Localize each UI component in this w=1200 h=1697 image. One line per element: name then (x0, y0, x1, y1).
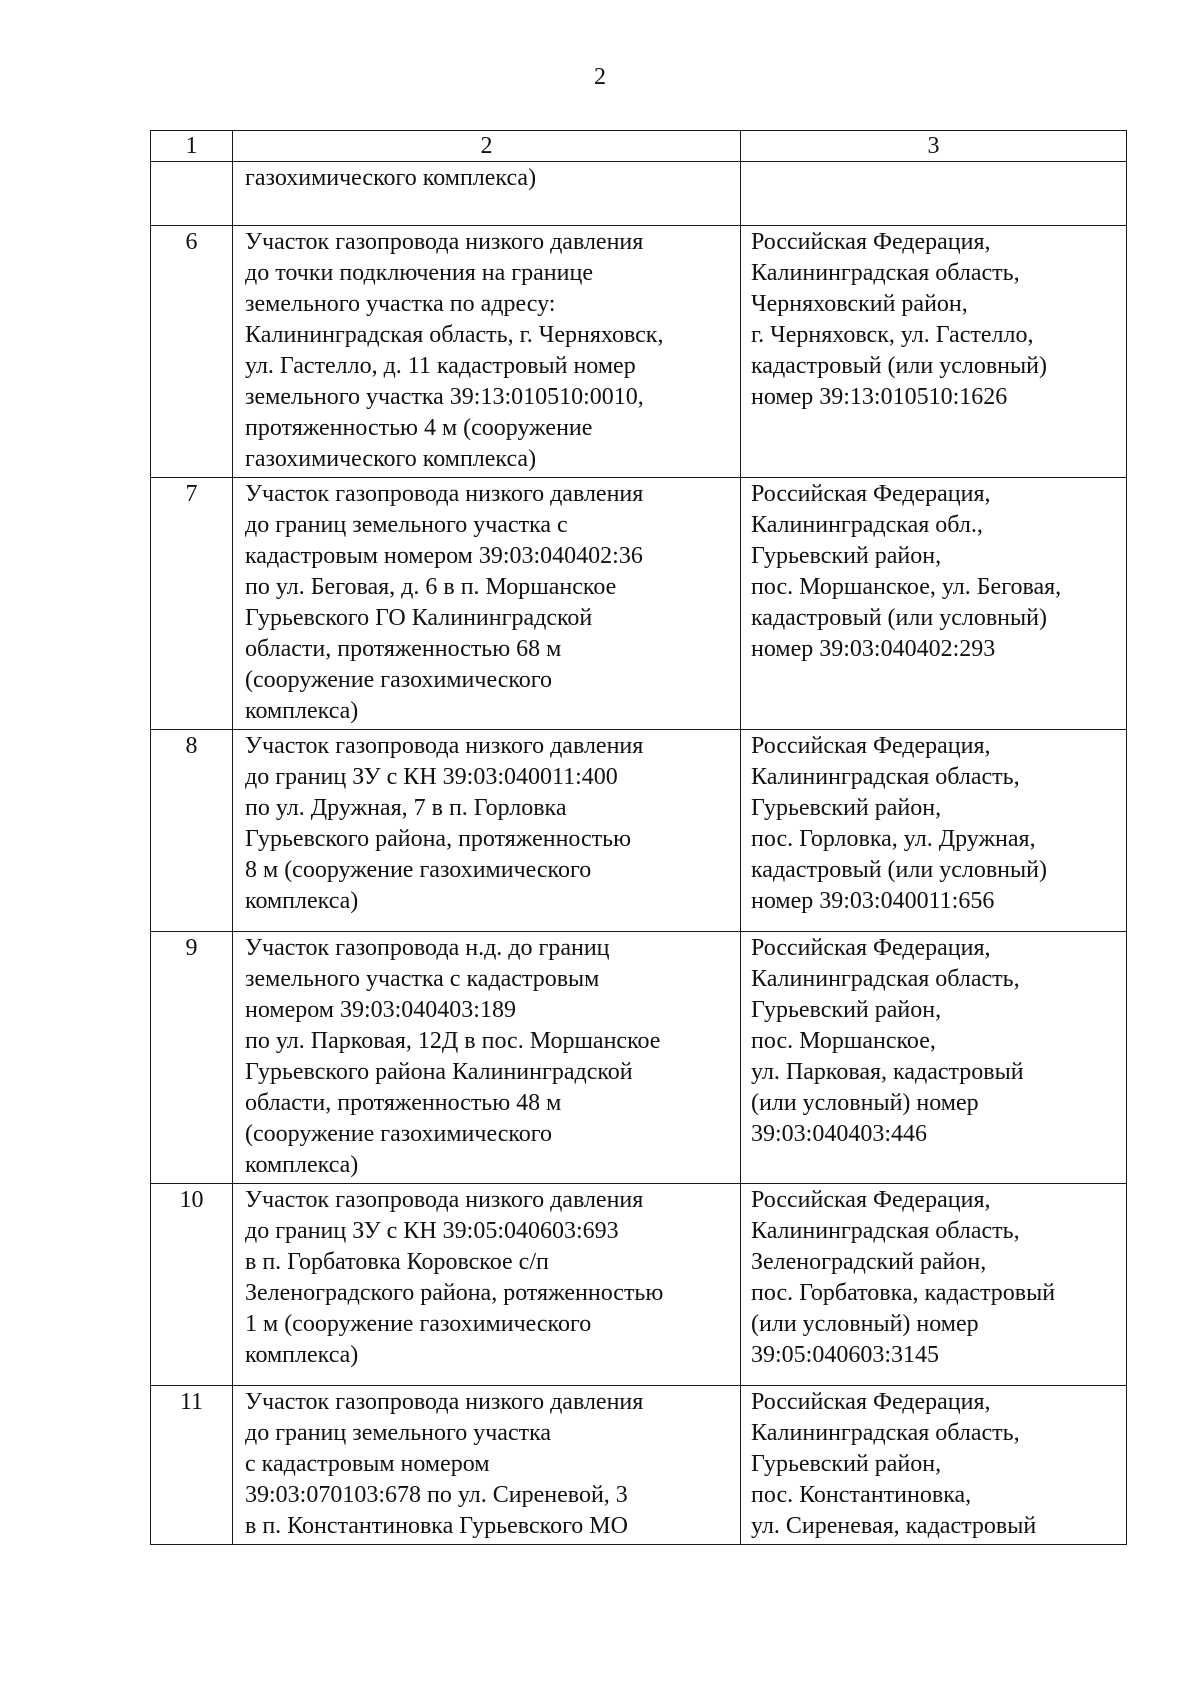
row-number: 6 (151, 226, 233, 478)
description-line: до границ земельного участка (245, 1420, 552, 1446)
table-body (151, 131, 1127, 1545)
description-line: Зеленоградского района, ротяженностью (245, 1280, 664, 1306)
description-line: комплекса) (245, 888, 359, 914)
table-row (151, 478, 1127, 730)
description-line: земельного участка по адресу: (245, 291, 556, 317)
description-line: Гурьевского ГО Калининградской (245, 605, 593, 631)
address-line: кадастровый (или условный) (751, 353, 1047, 379)
description-line: области, протяженностью 48 м (245, 1090, 562, 1116)
description-line: до границ ЗУ с КН 39:05:040603:693 (245, 1218, 619, 1244)
description-line: Участок газопровода низкого давления (245, 229, 644, 255)
description-line: с кадастровым номером (245, 1451, 490, 1477)
address-line: пос. Моршанское, (751, 1028, 936, 1054)
address-line: Калининградская область, (751, 966, 1020, 992)
table-row (151, 226, 1127, 478)
object-description-cell (233, 932, 741, 1184)
description-line: Гурьевского района Калининградской (245, 1059, 633, 1085)
description-line: комплекса) (245, 698, 359, 724)
description-line: в п. Константиновка Гурьевского МО (245, 1513, 628, 1539)
address-line: (или условный) номер (751, 1311, 979, 1337)
address-line: Калининградская обл., (751, 512, 983, 538)
column-number-2: 2 (233, 131, 741, 162)
address-line: Гурьевский район, (751, 997, 942, 1023)
description-line: кадастровым номером 39:03:040402:36 (245, 543, 643, 569)
description-line: до точки подключения на границе (245, 260, 593, 286)
address-line: Гурьевский район, (751, 543, 942, 569)
description-line: по ул. Парковая, 12Д в пос. Моршанское (245, 1028, 661, 1054)
description-line: 8 м (сооружение газохимического (245, 857, 592, 883)
row-number: 10 (151, 1184, 233, 1386)
table-row (151, 932, 1127, 1184)
address-line: Российская Федерация, (751, 481, 991, 507)
description-line: Участок газопровода низкого давления (245, 733, 644, 759)
object-description-cell (233, 730, 741, 932)
row-number: 8 (151, 730, 233, 932)
address-line: Российская Федерация, (751, 1389, 991, 1415)
address-line: Калининградская область, (751, 1420, 1020, 1446)
page-number: 2 (594, 64, 606, 90)
address-line: номер 39:03:040402:293 (751, 636, 996, 662)
address-line: кадастровый (или условный) (751, 857, 1047, 883)
address-line: номер 39:13:010510:1626 (751, 384, 1008, 410)
description-line: 1 м (сооружение газохимического (245, 1311, 592, 1337)
address-line: Российская Федерация, (751, 935, 991, 961)
address-line: Калининградская область, (751, 260, 1020, 286)
address-line: кадастровый (или условный) (751, 605, 1047, 631)
row-number: 7 (151, 478, 233, 730)
column-number-3: 3 (741, 131, 1127, 162)
address-line: ул. Парковая, кадастровый (751, 1059, 1024, 1085)
description-line: номером 39:03:040403:189 (245, 997, 516, 1023)
description-line: до границ земельного участка с (245, 512, 568, 538)
address-line: 39:03:040403:446 (751, 1121, 928, 1147)
object-description-cell (233, 226, 741, 478)
description-line: Участок газопровода н.д. до границ (245, 935, 610, 961)
description-line: газохимического комплекса) (245, 165, 537, 191)
address-line: пос. Моршанское, ул. Беговая, (751, 574, 1062, 600)
object-address-cell (741, 1184, 1127, 1386)
object-description-cell (233, 1184, 741, 1386)
description-line: области, протяженностью 68 м (245, 636, 562, 662)
column-number-1: 1 (151, 131, 233, 162)
address-line: ул. Сиреневая, кадастровый (751, 1513, 1037, 1539)
address-line: Калининградская область, (751, 1218, 1020, 1244)
object-address-cell (741, 1386, 1127, 1545)
object-address-cell (741, 162, 1127, 226)
description-line: (сооружение газохимического (245, 667, 553, 693)
description-line: по ул. Беговая, д. 6 в п. Моршанское (245, 574, 617, 600)
address-line: Российская Федерация, (751, 229, 991, 255)
description-line: Калининградская область, г. Черняховск, (245, 322, 664, 348)
description-line: газохимического комплекса) (245, 446, 537, 472)
address-line: Зеленоградский район, (751, 1249, 987, 1275)
column-number-row (151, 131, 1127, 162)
description-line: 39:03:070103:678 по ул. Сиреневой, 3 (245, 1482, 628, 1508)
registry-table (150, 130, 1127, 1545)
description-line: Участок газопровода низкого давления (245, 1187, 644, 1213)
description-line: комплекса) (245, 1152, 359, 1178)
table-row (151, 162, 1127, 226)
row-number: 11 (151, 1386, 233, 1545)
object-description-cell (233, 162, 741, 226)
description-line: Участок газопровода низкого давления (245, 1389, 644, 1415)
table-row (151, 730, 1127, 932)
description-line: земельного участка 39:13:010510:0010, (245, 384, 644, 410)
object-address-cell (741, 226, 1127, 478)
description-line: до границ ЗУ с КН 39:03:040011:400 (245, 764, 618, 790)
table-row (151, 1386, 1127, 1545)
address-line: Российская Федерация, (751, 1187, 991, 1213)
address-line: (или условный) номер (751, 1090, 979, 1116)
table-row (151, 1184, 1127, 1386)
description-line: комплекса) (245, 1342, 359, 1368)
description-line: ул. Гастелло, д. 11 кадастровый номер (245, 353, 636, 379)
description-line: Гурьевского района, протяженностью (245, 826, 632, 852)
description-line: земельного участка с кадастровым (245, 966, 600, 992)
description-line: протяженностью 4 м (сооружение (245, 415, 593, 441)
description-line: (сооружение газохимического (245, 1121, 553, 1147)
object-description-cell (233, 478, 741, 730)
address-line: пос. Горбатовка, кадастровый (751, 1280, 1056, 1306)
address-line: Черняховский район, (751, 291, 968, 317)
address-line: пос. Горловка, ул. Дружная, (751, 826, 1036, 852)
address-line: пос. Константиновка, (751, 1482, 972, 1508)
object-address-cell (741, 932, 1127, 1184)
description-line: по ул. Дружная, 7 в п. Горловка (245, 795, 567, 821)
row-number (151, 162, 233, 226)
object-address-cell (741, 730, 1127, 932)
row-number: 9 (151, 932, 233, 1184)
address-line: номер 39:03:040011:656 (751, 888, 995, 914)
address-line: Калининградская область, (751, 764, 1020, 790)
address-line: Гурьевский район, (751, 795, 942, 821)
address-line: Российская Федерация, (751, 733, 991, 759)
description-line: Участок газопровода низкого давления (245, 481, 644, 507)
address-line: Гурьевский район, (751, 1451, 942, 1477)
description-line: в п. Горбатовка Коровское с/п (245, 1249, 549, 1275)
object-address-cell (741, 478, 1127, 730)
address-line: 39:05:040603:3145 (751, 1342, 940, 1368)
object-description-cell (233, 1386, 741, 1545)
address-line: г. Черняховск, ул. Гастелло, (751, 322, 1034, 348)
